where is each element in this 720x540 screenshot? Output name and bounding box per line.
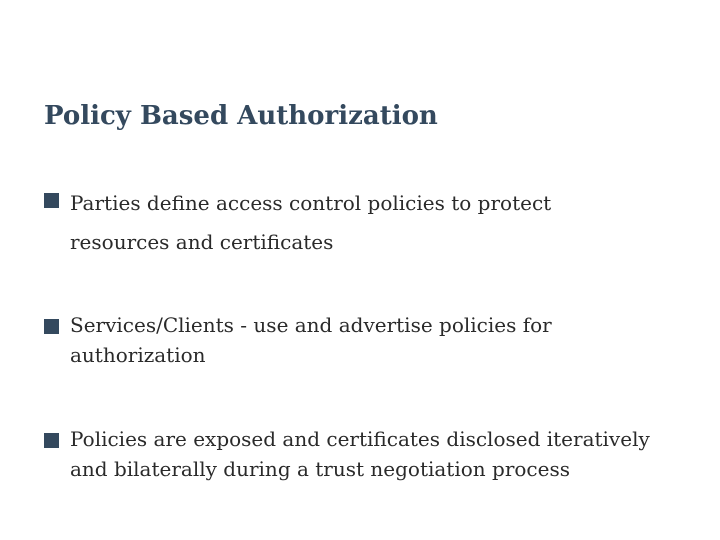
bullet-line: Services/Clients - use and advertise policies for [70,313,552,337]
bullet-line: resources and certificates [70,230,334,254]
square-bullet-icon [44,433,59,448]
bullet-line: and bilaterally during a trust negotiation process [70,457,570,481]
bullet-line: authorization [70,343,206,367]
bullet-line: Policies are exposed and certificates disclosed iteratively [70,427,650,451]
bullet-text [70,310,708,370]
bullet-item [44,184,708,262]
slide-title: Policy Based Authorization [44,101,438,131]
square-bullet-icon [44,319,59,334]
square-bullet-icon [44,193,59,208]
bullet-text [70,424,708,484]
bullet-item [44,310,708,370]
bullet-line: Parties define access control policies to protect [70,191,552,215]
bullet-text [70,184,708,262]
bullet-item [44,424,708,484]
